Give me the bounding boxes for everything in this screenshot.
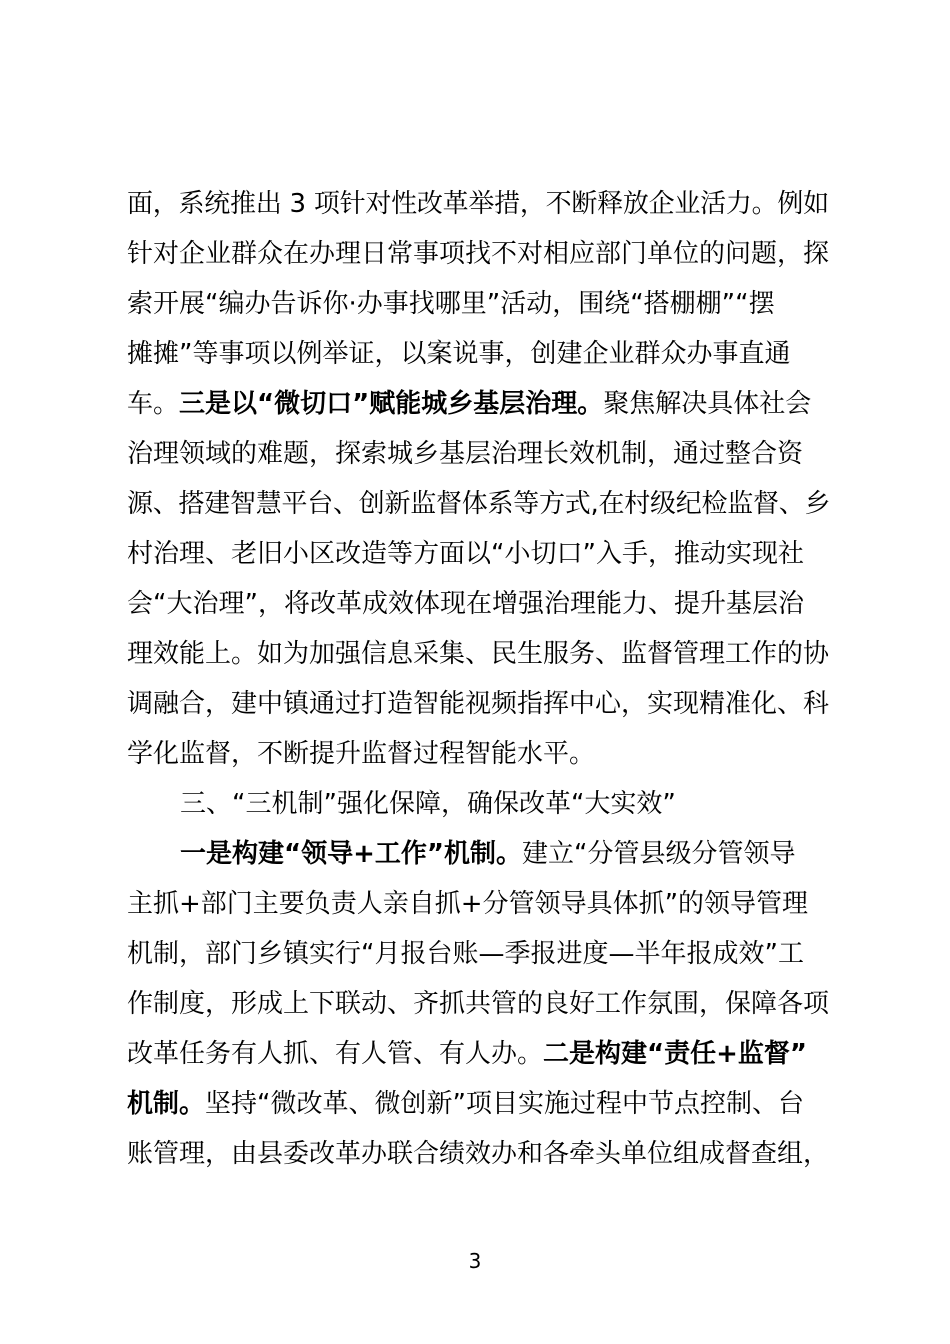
line-text: 索开展“编办告诉你·办事找哪里”活动，围绕“搭棚棚”“摆 [127, 289, 775, 319]
line-text: 面，系统推出 3 项针对性改革举措，不断释放企业活力。例如 [127, 189, 829, 219]
line-text: 村治理、老旧小区改造等方面以“小切口”入手，推动实现社 [127, 539, 804, 569]
body-line-20 [127, 1134, 833, 1174]
line-text: 建立“分管县级分管领导 [521, 839, 796, 869]
body-line-17 [127, 984, 833, 1024]
line-text: 学化监督，不断提升监督过程智能水平。 [127, 739, 596, 769]
section-heading-text: 三、“三机制”强化保障，确保改革“大实效” [180, 789, 676, 819]
body-line-3 [127, 284, 833, 324]
line-text: 车。 [127, 389, 180, 419]
body-line-4 [127, 334, 833, 374]
line-text: 聚焦解决具体社会 [603, 389, 812, 419]
body-line-14 [180, 834, 833, 874]
body-line-5 [127, 384, 833, 424]
line-text: 账管理，由县委改革办联合绩效办和各牵头单位组成督查组， [127, 1139, 830, 1169]
body-line-9 [127, 584, 833, 624]
body-line-10 [127, 634, 833, 674]
bold-heading: 二是构建“责任+监督” [543, 1039, 807, 1069]
body-line-7 [127, 484, 833, 524]
body-line-6 [127, 434, 833, 474]
line-text: 理效能上。如为加强信息采集、民生服务、监督管理工作的协 [127, 639, 830, 669]
line-text: 针对企业群众在办理日常事项找不对相应部门单位的问题，探 [127, 239, 830, 269]
body-line-12 [127, 734, 833, 774]
bold-heading: 一是构建“领导+工作”机制。 [180, 839, 522, 869]
body-line-16 [127, 934, 833, 974]
line-text: 作制度，形成上下联动、齐抓共管的良好工作氛围，保障各项 [127, 989, 830, 1019]
line-text: 调融合，建中镇通过打造智能视频指挥中心，实现精准化、科 [127, 689, 830, 719]
body-line-19 [127, 1084, 833, 1124]
body-line-2 [127, 234, 833, 274]
body-line-1 [127, 184, 833, 224]
line-text: 机制，部门乡镇实行“月报台账—季报进度—半年报成效”工 [127, 939, 804, 969]
line-text: 坚持“微改革、微创新”项目实施过程中节点控制、台 [205, 1089, 804, 1119]
line-text: 摊摊”等事项以例举证，以案说事，创建企业群众办事直通 [127, 339, 791, 369]
line-text: 会“大治理”，将改革成效体现在增强治理能力、提升基层治 [127, 589, 804, 619]
line-text: 主抓+部门主要负责人亲自抓+分管领导具体抓”的领导管理 [127, 889, 809, 919]
page-number: 3 [468, 1249, 482, 1273]
section-heading [180, 784, 833, 824]
line-text: 治理领域的难题，探索城乡基层治理长效机制，通过整合资 [127, 439, 804, 469]
body-line-18 [127, 1034, 833, 1074]
bold-heading: 机制。 [127, 1089, 206, 1119]
body-line-8 [127, 534, 833, 574]
line-text: 源、搭建智慧平台、创新监督体系等方式,在村级纪检监督、乡 [127, 489, 831, 519]
body-line-11 [127, 684, 833, 724]
line-text: 改革任务有人抓、有人管、有人办。 [127, 1039, 544, 1069]
body-line-15 [127, 884, 833, 924]
bold-heading: 三是以“微切口”赋能城乡基层治理。 [179, 389, 604, 419]
